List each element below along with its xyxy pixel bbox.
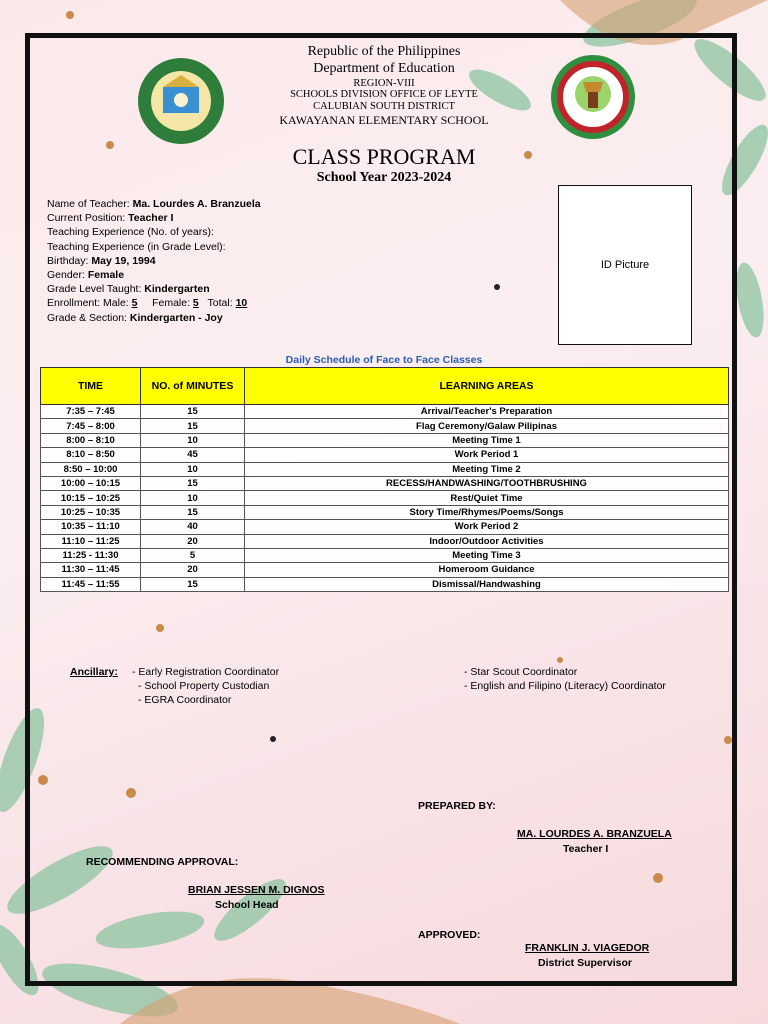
schedule-table <box>40 367 729 592</box>
prepared-title: Teacher I <box>563 843 609 855</box>
total-label: Total: <box>207 297 233 310</box>
cell-learning-area: Dismissal/Handwashing <box>245 577 729 591</box>
birthday: May 19, 1994 <box>91 254 156 267</box>
page-title: CLASS PROGRAM <box>292 144 476 169</box>
recommending-label: RECOMMENDING APPROVAL: <box>86 856 239 868</box>
cell-minutes: 15 <box>141 419 245 433</box>
cell-learning-area: Indoor/Outdoor Activities <box>245 534 729 548</box>
cell-time: 11:10 – 11:25 <box>41 534 141 548</box>
header-time: TIME <box>41 368 141 405</box>
prepared-name: MA. LOURDES A. BRANZUELA <box>517 828 672 840</box>
header-learning-areas: LEARNING AREAS <box>245 368 729 405</box>
recommending-title: School Head <box>215 899 279 911</box>
school-year: School Year 2023-2024 <box>316 170 452 185</box>
ancillary-item: - English and Filipino (Literacy) Coordinator <box>464 680 666 692</box>
cell-learning-area: Arrival/Teacher's Preparation <box>245 405 729 419</box>
table-row <box>41 534 729 548</box>
cell-minutes: 15 <box>141 505 245 519</box>
cell-time: 8:10 – 8:50 <box>41 448 141 462</box>
cell-learning-area: RECESS/HANDWASHING/TOOTHBRUSHING <box>245 476 729 490</box>
header-district: CALUBIAN SOUTH DISTRICT <box>313 101 455 112</box>
cell-time: 7:35 – 7:45 <box>41 405 141 419</box>
ancillary-item: - School Property Custodian <box>138 680 270 692</box>
ancillary-item: - EGRA Coordinator <box>138 694 232 706</box>
grade-label: Grade Level Taught: <box>47 283 142 296</box>
grade-section: Kindergarten - Joy <box>129 311 223 324</box>
table-row <box>41 505 729 519</box>
cell-time: 11:25 - 11:30 <box>41 548 141 562</box>
id-picture-label: ID Picture <box>600 259 650 271</box>
cell-minutes: 15 <box>141 476 245 490</box>
table-row <box>41 520 729 534</box>
ancillary-label: Ancillary: <box>70 666 118 678</box>
cell-minutes: 20 <box>141 534 245 548</box>
cell-learning-area: Meeting Time 1 <box>245 433 729 447</box>
cell-time: 7:45 – 8:00 <box>41 419 141 433</box>
cell-learning-area: Flag Ceremony/Galaw Pilipinas <box>245 419 729 433</box>
cell-minutes: 40 <box>141 520 245 534</box>
cell-minutes: 10 <box>141 433 245 447</box>
cell-time: 10:25 – 10:35 <box>41 505 141 519</box>
exp-years-label: Teaching Experience (No. of years): <box>47 226 214 239</box>
header-department: Department of Education <box>313 61 455 76</box>
recommending-name: BRIAN JESSEN M. DIGNOS <box>188 884 325 896</box>
table-row <box>41 577 729 591</box>
enroll-total: 10 <box>235 297 248 310</box>
cell-time: 10:15 – 10:25 <box>41 491 141 505</box>
cell-learning-area: Meeting Time 2 <box>245 462 729 476</box>
cell-minutes: 45 <box>141 448 245 462</box>
enroll-label: Enrollment: Male: <box>47 297 129 310</box>
table-row <box>41 476 729 490</box>
table-header-row <box>41 368 729 405</box>
cell-time: 10:35 – 11:10 <box>41 520 141 534</box>
section-label: Grade & Section: <box>47 311 127 324</box>
approved-name: FRANKLIN J. VIAGEDOR <box>525 942 650 954</box>
approved-title: District Supervisor <box>538 957 632 969</box>
schedule-caption: Daily Schedule of Face to Face Classes <box>285 354 483 366</box>
table-row <box>41 462 729 476</box>
name-label: Name of Teacher: <box>47 198 130 210</box>
teacher-position: Teacher I <box>128 212 174 225</box>
cell-learning-area: Work Period 1 <box>245 448 729 462</box>
cell-learning-area: Story Time/Rhymes/Poems/Songs <box>245 505 729 519</box>
cell-minutes: 10 <box>141 462 245 476</box>
table-row <box>41 491 729 505</box>
gender: Female <box>87 269 125 282</box>
grade-level: Kindergarten <box>144 283 210 296</box>
cell-learning-area: Work Period 2 <box>245 520 729 534</box>
exp-grade-label: Teaching Experience (in Grade Level): <box>47 240 226 253</box>
ancillary-left <box>132 665 279 707</box>
teacher-name: Ma. Lourdes A. Branzuela <box>132 198 261 210</box>
id-picture-box <box>558 185 692 345</box>
cell-learning-area: Homeroom Guidance <box>245 563 729 577</box>
cell-minutes: 15 <box>141 577 245 591</box>
position-label: Current Position: <box>47 212 126 225</box>
table-row <box>41 405 729 419</box>
teacher-info <box>47 197 261 325</box>
table-row <box>41 419 729 433</box>
cell-minutes: 10 <box>141 491 245 505</box>
table-row <box>41 433 729 447</box>
enroll-male: 5 <box>131 297 138 310</box>
cell-learning-area: Meeting Time 3 <box>245 548 729 562</box>
header-minutes: NO. of MINUTES <box>141 368 245 405</box>
female-label: Female: <box>152 297 190 310</box>
gender-label: Gender: <box>47 269 85 282</box>
cell-learning-area: Rest/Quiet Time <box>245 491 729 505</box>
prepared-label: PREPARED BY: <box>418 800 496 812</box>
header-region: REGION-VIII <box>353 78 415 89</box>
header-division: SCHOOLS DIVISION OFFICE OF LEYTE <box>290 89 478 100</box>
header-school: KAWAYANAN ELEMENTARY SCHOOL <box>279 113 489 127</box>
table-row <box>41 448 729 462</box>
cell-time: 8:00 – 8:10 <box>41 433 141 447</box>
cell-time: 11:45 – 11:55 <box>41 577 141 591</box>
cell-minutes: 20 <box>141 563 245 577</box>
table-row <box>41 563 729 577</box>
ancillary-item: - Early Registration Coordinator <box>132 666 280 678</box>
enroll-female: 5 <box>192 297 199 310</box>
approved-label: APPROVED: <box>418 929 481 941</box>
cell-minutes: 5 <box>141 548 245 562</box>
cell-time: 11:30 – 11:45 <box>41 563 141 577</box>
table-row <box>41 548 729 562</box>
header-republic: Republic of the Philippines <box>307 44 461 59</box>
birthday-label: Birthday: <box>47 254 89 267</box>
cell-time: 10:00 – 10:15 <box>41 476 141 490</box>
ancillary-item: - Star Scout Coordinator <box>464 666 578 678</box>
ancillary-right <box>464 665 666 693</box>
cell-minutes: 15 <box>141 405 245 419</box>
cell-time: 8:50 – 10:00 <box>41 462 141 476</box>
